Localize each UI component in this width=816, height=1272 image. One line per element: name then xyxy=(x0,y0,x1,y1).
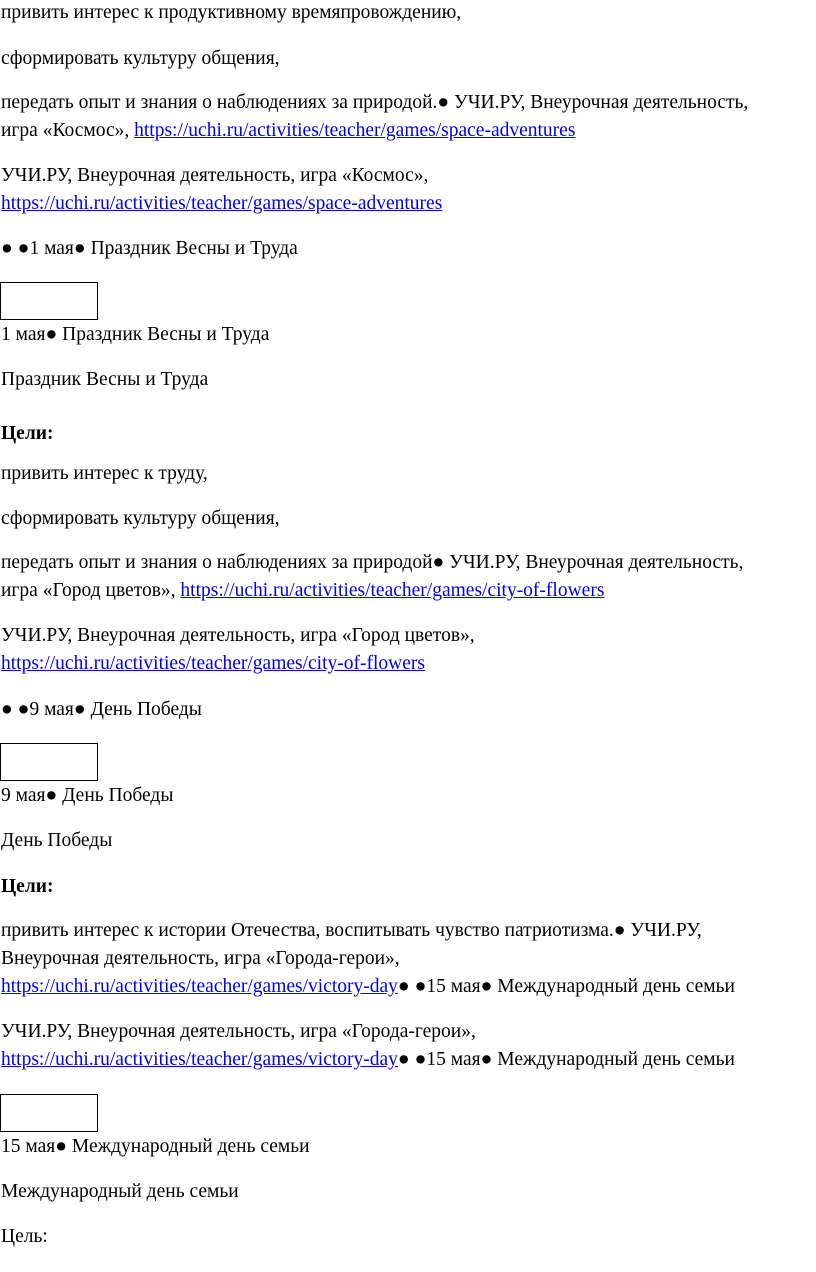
goal-heading: Цель: xyxy=(1,1226,48,1247)
bullet-icon: ● xyxy=(45,785,58,806)
bullet-icon: ● xyxy=(45,324,58,345)
empty-frame xyxy=(0,282,98,320)
paragraph-victory-game: привить интерес к истории Отечества, воспитывать чувство патриотизма.● УЧИ.РУ, Внеурочная деятельность, игра «Города-герои», https://uchi.ru/activities/teacher/games/victory-day● ●15 мая● Международный день семьи xyxy=(1,920,735,997)
paragraph-victory-resource: УЧИ.РУ, Внеурочная деятельность, игра «Города-герои», https://uchi.ru/activities/teacher/games/victory-day● ●15 мая● Международный день семьи xyxy=(1,1021,735,1070)
bullet-icon: ● xyxy=(17,699,30,720)
bullet-icon: ● xyxy=(613,920,626,941)
bullet-icon: ● xyxy=(480,1049,493,1070)
bullet-icon: ● xyxy=(397,1049,410,1070)
goals-heading: Цели: xyxy=(1,423,54,444)
bullet-icon: ● xyxy=(397,976,410,997)
empty-frame xyxy=(0,1094,98,1132)
city-of-flowers-link[interactable]: https://uchi.ru/activities/teacher/games/city-of-flowers xyxy=(180,580,605,601)
empty-frame xyxy=(0,743,98,781)
paragraph-goal-communication-2: сформировать культуру общения, xyxy=(1,508,280,529)
bullet-icon: ● xyxy=(437,92,450,113)
paragraph-may-9-heading: 9 мая● День Победы xyxy=(1,785,174,806)
goals-heading-2: Цели: xyxy=(1,876,54,897)
bullet-icon: ● xyxy=(414,1049,427,1070)
paragraph-may-1-heading: 1 мая● Праздник Весны и Труда xyxy=(1,324,270,345)
space-adventures-link-2[interactable]: https://uchi.ru/activities/teacher/games/space-adventures xyxy=(1,193,443,214)
bullet-icon: ● xyxy=(480,976,493,997)
paragraph-flowers-game: передать опыт и знания о наблюдениях за природой● УЧИ.РУ, Внеурочная деятельность, игра «Город цветов», https://uchi.ru/activities/teacher/games/city-of-flowers xyxy=(1,552,744,601)
victory-day-link-2[interactable]: https://uchi.ru/activities/teacher/games/victory-day xyxy=(1,1049,398,1070)
bullet-icon: ● xyxy=(414,976,427,997)
space-adventures-link[interactable]: https://uchi.ru/activities/teacher/games/space-adventures xyxy=(134,120,576,141)
paragraph-goal-communication: сформировать культуру общения, xyxy=(1,48,280,69)
bullet-icon: ● xyxy=(1,238,13,259)
paragraph-may-15-title: Международный день семьи xyxy=(1,1181,239,1202)
paragraph-may-1-title: Праздник Весны и Труда xyxy=(1,369,209,390)
paragraph-goal-labor: привить интерес к труду, xyxy=(1,463,208,484)
victory-day-link[interactable]: https://uchi.ru/activities/teacher/games/victory-day xyxy=(1,976,398,997)
list-item-may-1: ● ●1 мая● Праздник Весны и Труда xyxy=(1,238,298,259)
paragraph-may-9-title: День Победы xyxy=(1,830,113,851)
bullet-icon: ● xyxy=(55,1136,67,1157)
bullet-icon: ● xyxy=(17,238,30,259)
bullet-icon: ● xyxy=(73,238,86,259)
paragraph-may-15-heading: 15 мая● Международный день семьи xyxy=(1,1136,310,1157)
city-of-flowers-link-2[interactable]: https://uchi.ru/activities/teacher/games/city-of-flowers xyxy=(1,653,425,674)
bullet-icon: ● xyxy=(432,552,445,573)
paragraph-space-game: передать опыт и знания о наблюдениях за природой.● УЧИ.РУ, Внеурочная деятельность, игра «Космос», https://uchi.ru/activities/teacher/games/space-adventures xyxy=(1,92,749,141)
bullet-icon: ● xyxy=(1,699,13,720)
paragraph-space-resource: УЧИ.РУ, Внеурочная деятельность, игра «Космос», https://uchi.ru/activities/teacher/games/space-adventures xyxy=(1,165,443,214)
paragraph-flowers-resource: УЧИ.РУ, Внеурочная деятельность, игра «Город цветов», https://uchi.ru/activities/teacher/games/city-of-flowers xyxy=(1,625,475,674)
bullet-icon: ● xyxy=(73,699,86,720)
list-item-may-9: ● ●9 мая● День Победы xyxy=(1,699,202,720)
paragraph-goal-productive: привить интерес к продуктивному времяпровождению, xyxy=(1,2,462,23)
